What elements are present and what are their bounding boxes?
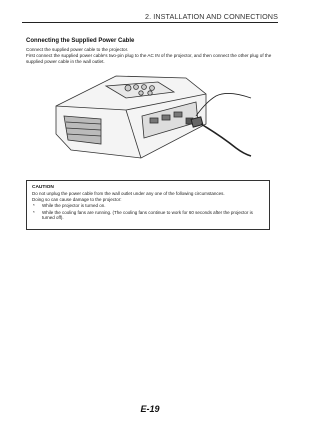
bullet-text: While the projector is turned on. (42, 203, 106, 209)
caution-text: Doing so can cause damage to the projector: (32, 196, 122, 202)
header-rule (22, 22, 278, 23)
caution-bullet (32, 210, 264, 221)
intro-paragraph: Connect the supplied power cable to the projector. (26, 46, 129, 52)
projector-power-cable-illustration (46, 66, 256, 166)
instruction-paragraph: First connect the supplied power cable's two-pin plug to the AC IN of the projector, and then connect the other plug of the supplied power cable in the wall outlet. (26, 52, 272, 64)
bullet-mark: * (33, 203, 35, 209)
bullet-text: While the cooling fans are running. (The cooling fans continue to work for 60 seconds after the projector is turned off). (42, 209, 253, 221)
page-number: E-19 (140, 404, 160, 414)
projector-illustration (56, 76, 206, 158)
caution-title: CAUTION (32, 185, 54, 190)
section-title: Connecting the Supplied Power Cable (26, 38, 135, 44)
chapter-header: 2. INSTALLATION AND CONNECTIONS (144, 12, 278, 21)
caution-bullet (32, 203, 264, 209)
caution-box (26, 180, 270, 230)
bullet-mark: * (33, 209, 35, 215)
caution-text: Do not unplug the power cable from the wall outlet under any one of the following circumstances. (32, 191, 225, 196)
